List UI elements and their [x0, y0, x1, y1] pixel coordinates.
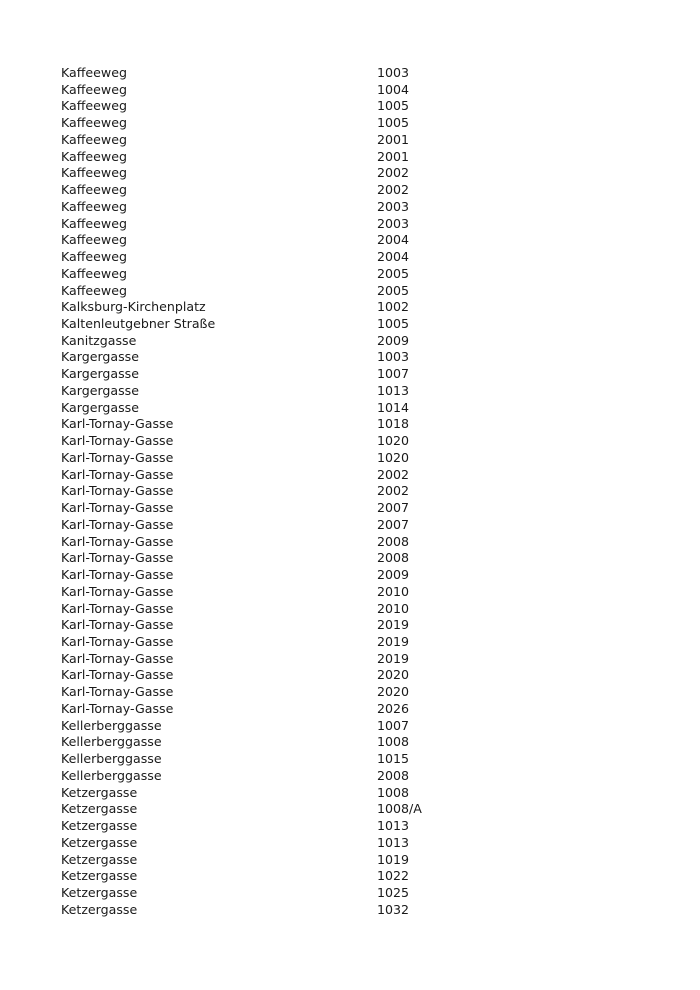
house-number-cell: 1004 — [377, 81, 410, 97]
street-name-cell: Karl-Tornay-Gasse — [61, 567, 174, 583]
house-number-cell: 2007 — [377, 500, 410, 516]
house-number-cell: 2019 — [377, 650, 410, 666]
table-row — [61, 115, 481, 132]
house-number-cell: 2019 — [377, 633, 410, 649]
house-number-cell: 2005 — [377, 282, 410, 298]
table-row — [61, 617, 481, 634]
house-number-cell: 1015 — [377, 751, 410, 767]
street-name-cell: Kanitzgasse — [61, 332, 137, 348]
house-number-cell: 1005 — [377, 316, 410, 332]
street-name-cell: Kaffeeweg — [61, 198, 127, 214]
street-name-cell: Kaffeeweg — [61, 249, 127, 265]
house-number-cell: 1008/A — [377, 801, 422, 817]
street-name-cell: Kaffeeweg — [61, 148, 127, 164]
street-name-cell: Ketzergasse — [61, 784, 138, 800]
street-name-cell: Karl-Tornay-Gasse — [61, 533, 174, 549]
street-name-cell: Kaffeeweg — [61, 98, 127, 114]
house-number-cell: 2019 — [377, 617, 410, 633]
house-number-cell: 1003 — [377, 349, 410, 365]
street-name-cell: Karl-Tornay-Gasse — [61, 600, 174, 616]
street-name-cell: Kaffeeweg — [61, 65, 127, 80]
house-number-cell: 2002 — [377, 165, 410, 181]
house-number-cell: 1003 — [377, 65, 410, 80]
house-number-cell: 2008 — [377, 767, 410, 783]
table-row — [61, 550, 481, 567]
table-row — [61, 868, 481, 885]
table-row — [61, 768, 481, 785]
table-row — [61, 651, 481, 668]
table-row — [61, 366, 481, 383]
table-row — [61, 734, 481, 751]
table-row — [61, 232, 481, 249]
house-number-cell: 1008 — [377, 784, 410, 800]
street-name-cell: Kaltenleutgebner Straße — [61, 316, 216, 332]
street-name-cell: Kellerberggasse — [61, 734, 162, 750]
table-row — [61, 65, 481, 82]
table-row — [61, 667, 481, 684]
table-row — [61, 483, 481, 500]
table-row — [61, 584, 481, 601]
house-number-cell: 1013 — [377, 818, 410, 834]
address-table — [61, 65, 481, 918]
street-name-cell: Kaffeeweg — [61, 165, 127, 181]
table-row — [61, 567, 481, 584]
house-number-cell: 1013 — [377, 834, 410, 850]
house-number-cell: 2020 — [377, 684, 410, 700]
house-number-cell: 1020 — [377, 433, 410, 449]
table-row — [61, 316, 481, 333]
street-name-cell: Kaffeeweg — [61, 232, 127, 248]
table-row — [61, 400, 481, 417]
street-name-cell: Karl-Tornay-Gasse — [61, 684, 174, 700]
house-number-cell: 1002 — [377, 299, 410, 315]
table-row — [61, 785, 481, 802]
street-name-cell: Karl-Tornay-Gasse — [61, 516, 174, 532]
house-number-cell: 2005 — [377, 265, 410, 281]
street-name-cell: Karl-Tornay-Gasse — [61, 433, 174, 449]
house-number-cell: 2010 — [377, 583, 410, 599]
house-number-cell: 1005 — [377, 98, 410, 114]
house-number-cell: 2001 — [377, 131, 410, 147]
table-row — [61, 149, 481, 166]
house-number-cell: 2004 — [377, 232, 410, 248]
table-row — [61, 634, 481, 651]
street-name-cell: Ketzergasse — [61, 851, 138, 867]
house-number-cell: 2008 — [377, 533, 410, 549]
street-name-cell: Ketzergasse — [61, 818, 138, 834]
street-name-cell: Karl-Tornay-Gasse — [61, 550, 174, 566]
table-row — [61, 835, 481, 852]
house-number-cell: 2001 — [377, 148, 410, 164]
street-name-cell: Kaffeeweg — [61, 115, 127, 131]
table-row — [61, 383, 481, 400]
house-number-cell: 2009 — [377, 332, 410, 348]
table-row — [61, 299, 481, 316]
street-name-cell: Karl-Tornay-Gasse — [61, 483, 174, 499]
street-name-cell: Karl-Tornay-Gasse — [61, 416, 174, 432]
table-row — [61, 416, 481, 433]
house-number-cell: 2002 — [377, 466, 410, 482]
street-name-cell: Kaffeeweg — [61, 282, 127, 298]
table-row — [61, 266, 481, 283]
house-number-cell: 2007 — [377, 516, 410, 532]
table-row — [61, 684, 481, 701]
table-row — [61, 132, 481, 149]
street-name-cell: Kalksburg-Kirchenplatz — [61, 299, 206, 315]
table-row — [61, 349, 481, 366]
house-number-cell: 1018 — [377, 416, 410, 432]
street-name-cell: Kaffeeweg — [61, 215, 127, 231]
street-name-cell: Karl-Tornay-Gasse — [61, 700, 174, 716]
table-row — [61, 82, 481, 99]
street-name-cell: Ketzergasse — [61, 884, 138, 900]
house-number-cell: 1013 — [377, 382, 410, 398]
street-name-cell: Karl-Tornay-Gasse — [61, 667, 174, 683]
house-number-cell: 1019 — [377, 851, 410, 867]
table-row — [61, 701, 481, 718]
table-row — [61, 517, 481, 534]
house-number-cell: 1020 — [377, 449, 410, 465]
street-name-cell: Ketzergasse — [61, 801, 138, 817]
street-name-cell: Kellerberggasse — [61, 767, 162, 783]
table-row — [61, 902, 481, 919]
table-row — [61, 500, 481, 517]
table-row — [61, 818, 481, 835]
street-name-cell: Karl-Tornay-Gasse — [61, 466, 174, 482]
street-name-cell: Ketzergasse — [61, 868, 138, 884]
table-row — [61, 165, 481, 182]
street-name-cell: Kargergasse — [61, 382, 139, 398]
house-number-cell: 1005 — [377, 115, 410, 131]
street-name-cell: Karl-Tornay-Gasse — [61, 650, 174, 666]
table-row — [61, 333, 481, 350]
street-name-cell: Kargergasse — [61, 349, 139, 365]
house-number-cell: 2002 — [377, 182, 410, 198]
table-row — [61, 852, 481, 869]
table-row — [61, 249, 481, 266]
table-row — [61, 534, 481, 551]
house-number-cell: 1007 — [377, 366, 410, 382]
street-name-cell: Kellerberggasse — [61, 751, 162, 767]
table-row — [61, 182, 481, 199]
street-name-cell: Kaffeeweg — [61, 131, 127, 147]
house-number-cell: 2004 — [377, 249, 410, 265]
house-number-cell: 2026 — [377, 700, 410, 716]
house-number-cell: 1007 — [377, 717, 410, 733]
street-name-cell: Kaffeeweg — [61, 182, 127, 198]
table-row — [61, 199, 481, 216]
street-name-cell: Kellerberggasse — [61, 717, 162, 733]
street-name-cell: Ketzergasse — [61, 901, 138, 917]
house-number-cell: 2002 — [377, 483, 410, 499]
street-name-cell: Ketzergasse — [61, 834, 138, 850]
street-name-cell: Kaffeeweg — [61, 265, 127, 281]
table-row — [61, 467, 481, 484]
house-number-cell: 2003 — [377, 198, 410, 214]
table-row — [61, 885, 481, 902]
house-number-cell: 1025 — [377, 884, 410, 900]
street-name-cell: Karl-Tornay-Gasse — [61, 500, 174, 516]
table-row — [61, 751, 481, 768]
house-number-cell: 1008 — [377, 734, 410, 750]
table-row — [61, 801, 481, 818]
table-row — [61, 450, 481, 467]
table-row — [61, 283, 481, 300]
street-name-cell: Karl-Tornay-Gasse — [61, 583, 174, 599]
house-number-cell: 1014 — [377, 399, 410, 415]
street-name-cell: Karl-Tornay-Gasse — [61, 617, 174, 633]
house-number-cell: 2010 — [377, 600, 410, 616]
house-number-cell: 1032 — [377, 901, 410, 917]
house-number-cell: 2003 — [377, 215, 410, 231]
table-row — [61, 601, 481, 618]
house-number-cell: 1022 — [377, 868, 410, 884]
street-name-cell: Kaffeeweg — [61, 81, 127, 97]
house-number-cell: 2020 — [377, 667, 410, 683]
street-name-cell: Kargergasse — [61, 399, 139, 415]
house-number-cell: 2008 — [377, 550, 410, 566]
table-row — [61, 718, 481, 735]
table-row — [61, 216, 481, 233]
house-number-cell: 2009 — [377, 567, 410, 583]
street-name-cell: Karl-Tornay-Gasse — [61, 449, 174, 465]
table-row — [61, 433, 481, 450]
street-name-cell: Kargergasse — [61, 366, 139, 382]
table-row — [61, 98, 481, 115]
street-name-cell: Karl-Tornay-Gasse — [61, 633, 174, 649]
